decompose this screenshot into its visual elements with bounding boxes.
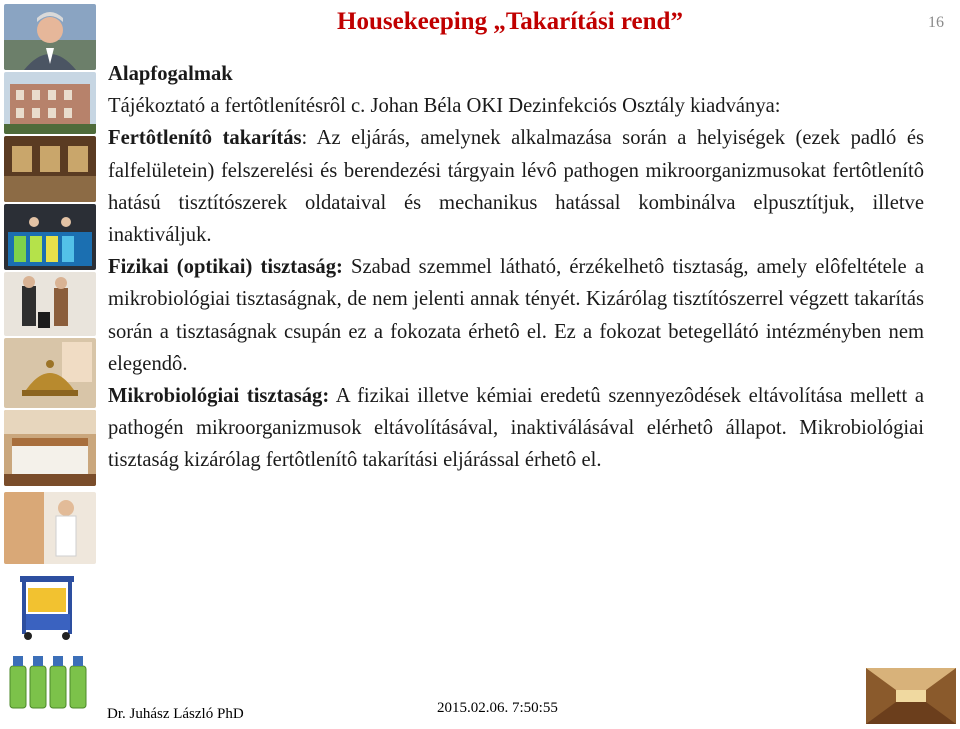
- definition-text-2: Szabad szemmel látható, érzékelhetô tisztaság, amely elôfeltétele a mikrobiológiai tisztaságnak, de nem jelenti annak tényét. Kizárólag tisztítószerrel végzett takarítás során a tisztaságnak csupán ez a fokozata érhetô el. Ez a fokozat betegellátó intézményben nem elegendô.: [108, 256, 924, 375]
- cleaning-products-image: [4, 650, 96, 712]
- term-physical-cleanliness: Fizikai (optikai) tisztaság:: [108, 256, 343, 279]
- slide-title: Housekeeping „Takarítási rend”: [337, 8, 683, 35]
- section-heading: Alapfogalmak: [108, 63, 233, 85]
- housekeeper-image: [4, 492, 96, 564]
- guests-luggage-image: [4, 272, 96, 336]
- intro-paragraph: Tájékoztató a fertôtlenítésrôl c. Johan Béla OKI Dezinfekciós Osztály kiadványa:: [108, 95, 781, 118]
- definition-text-3: A fizikai illetve kémiai eredetû szennyezôdések eltávolítása mellett a pathogén mikroorganizmusok eltávolításával, inaktiválásával elérhetô állapot. Mikrobiológiai tisztaság kizárólag fertôtlenítô takarítási eljárással érhetô el.: [108, 385, 924, 472]
- page-number: 16: [928, 14, 944, 31]
- cleaning-trolley-image: [4, 566, 96, 644]
- author-portrait-image: [4, 4, 96, 70]
- footer-author: Dr. Juhász László PhD: [107, 706, 244, 722]
- slide-body: [108, 58, 924, 477]
- sidebar-photo-strip: [0, 0, 100, 726]
- hotel-room-image: [4, 410, 96, 486]
- term-disinfecting-cleaning: Fertôtlenítô takarítás: [108, 127, 302, 150]
- definition-text-1: : Az eljárás, amelynek alkalmazása során a helyiségek (ezek padló és falfelületein) felszerelési és berendezési tárgyain lévô pathogen mikroorganizmusokat fertôtlenítô hatású tisztítószerek oldataival és mechanikus hatással kombinálva elpusztítjuk, illetve inaktiváljuk.: [108, 127, 924, 247]
- hotel-building-image: [4, 72, 96, 134]
- definition-disinfecting-cleaning: [108, 122, 924, 251]
- definition-physical-cleanliness: [108, 251, 924, 380]
- footer-datetime: 2015.02.06. 7:50:55: [437, 700, 558, 716]
- service-bell-image: [4, 338, 96, 408]
- hotel-corridor-image: [866, 668, 956, 724]
- reception-desk-image: [4, 204, 96, 270]
- definition-microbiological-cleanliness: [108, 380, 924, 477]
- term-microbiological-cleanliness: Mikrobiológiai tisztaság:: [108, 385, 330, 408]
- hotel-lobby-image: [4, 136, 96, 202]
